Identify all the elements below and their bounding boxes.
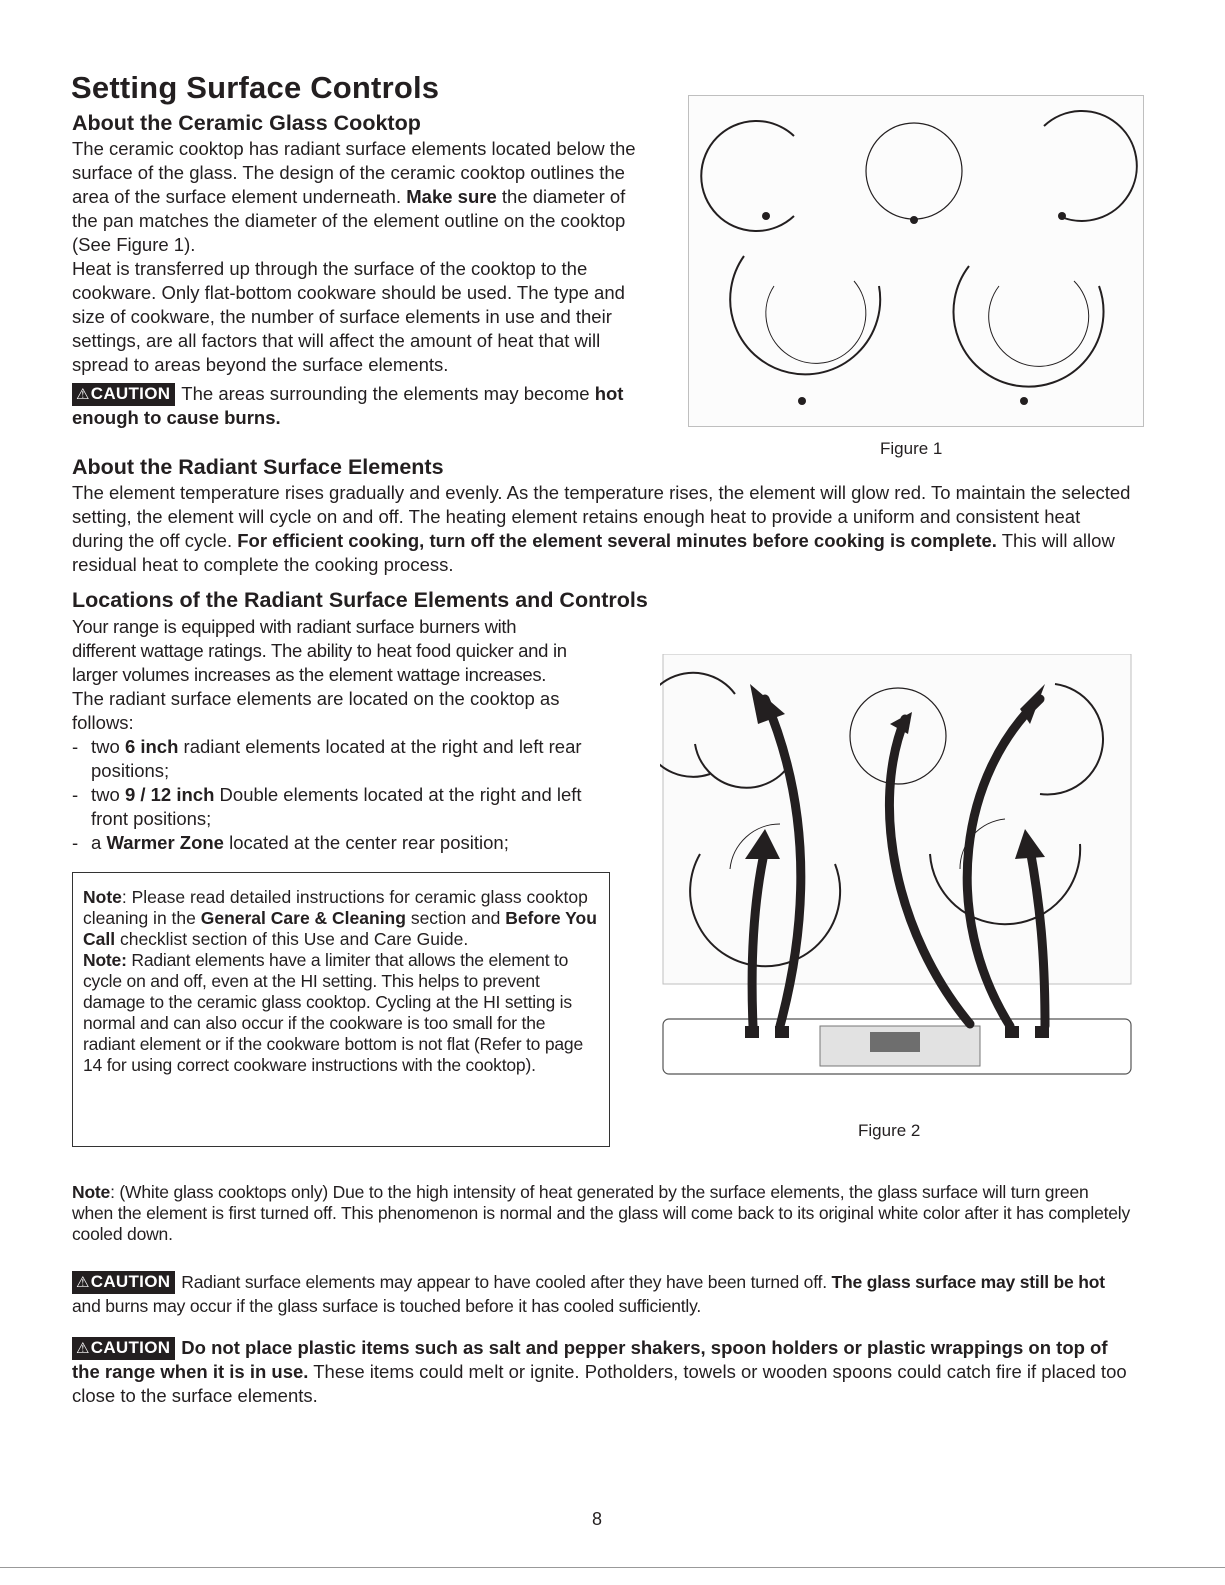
element-indicator-dot: [1058, 212, 1066, 220]
note-label: Note: [72, 1182, 111, 1202]
page-number: 8: [592, 1509, 603, 1529]
caution-label: CAUTION: [90, 1272, 171, 1291]
page-bottom-rule: [0, 1567, 1225, 1568]
caution-badge: [72, 1337, 175, 1360]
element-indicator-dot: [1020, 397, 1028, 405]
right-front-element-inner: [989, 281, 1089, 366]
warning-triangle-icon: ⚠: [76, 386, 90, 403]
note-label: Note: [83, 887, 122, 907]
list-item: [72, 831, 592, 855]
left-front-element-outer: [730, 256, 880, 374]
text-run: Radiant elements have a limiter that allows the element to cycle on and off, even at the HI setting. This helps to prevent damage to the ceramic glass cooktop. Cycling at the HI setting is normal and can also occur if the cookware is too small for the radiant element or if the cookware bottom is not flat (Refer to page 14 for using correct cookware instructions with the cooktop).: [83, 950, 584, 1075]
text-run: radiant elements located at the right and left rear positions;: [91, 736, 582, 781]
text-run: The element temperature rises gradually and evenly. As the temperature rises, the element will glow red. To maintain the selected setting, the element will cycle on and off. The heating element retains enough heat to provide a uniform and consistent heat during the off cycle.: [72, 482, 1131, 551]
emphasis-text: 9 / 12 inch: [124, 784, 215, 805]
ceramic-cooktop-paragraph-2: Heat is transferred up through the surface of the cooktop to the cookware. Only flat-bottom cookware should be used. The type and size of cookware, the number of surface elements in use and their settings, are all factors that will affect the amount of heat that will spread to areas beyond the surface elements.: [72, 258, 625, 375]
note-label: Note:: [83, 950, 127, 970]
right-front-element-outer: [954, 266, 1104, 387]
caution-badge: [72, 1271, 175, 1294]
emphasis-text: 6 inch: [124, 736, 179, 757]
caution-notice-2: [72, 1270, 1137, 1318]
list-item: [72, 735, 592, 783]
text-run: the diameter of the pan matches the diameter of the element outline on the cooktop (See Figure 1).: [72, 186, 626, 255]
emphasis-text: General Care & Cleaning: [200, 908, 406, 928]
section-heading-locations: Locations of the Radiant Surface Elements and Controls: [72, 588, 648, 612]
emphasis-text: For efficient cooking, turn off the element several minutes before cooking is complete.: [237, 530, 997, 551]
text-run: These items could melt or ignite. Potholders, towels or wooden spoons could catch fire if placed too close to the surface elements.: [72, 1361, 1127, 1406]
emphasis-text: Warmer Zone: [106, 832, 224, 853]
text-run: Double elements located at the right and left front positions;: [91, 784, 582, 829]
text-run: : Please read detailed instructions for ceramic glass cooktop cleaning in the: [83, 887, 588, 928]
list-item: [72, 783, 592, 831]
figure-2-caption: Figure 2: [858, 1121, 921, 1140]
text-run: section and: [405, 908, 506, 928]
list-dash: -: [72, 784, 79, 805]
caution-label: CAUTION: [90, 1338, 171, 1357]
list-dash: -: [72, 736, 79, 757]
warmer-zone-outline: [866, 123, 962, 219]
caution-label: CAUTION: [90, 384, 171, 403]
locations-paragraph-2: The radiant surface elements are located on the cooktop as follows:: [72, 688, 560, 733]
text-run: checklist section of this Use and Care Guide.: [115, 929, 469, 949]
text-run: two: [91, 784, 125, 805]
list-dash: -: [72, 832, 79, 853]
element-locations-list: [72, 735, 592, 855]
text-run: Radiant surface elements may appear to have cooled after they have been turned off.: [181, 1272, 832, 1292]
caution-badge: [72, 383, 175, 406]
figure-1-caption: Figure 1: [880, 439, 943, 458]
left-rear-element-outline: [701, 121, 794, 231]
caution-notice-3: [72, 1336, 1137, 1408]
text-run: a: [91, 832, 107, 853]
section-heading-ceramic-cooktop: About the Ceramic Glass Cooktop: [72, 111, 421, 135]
figure-2-controls-diagram: [660, 654, 1135, 1099]
section-heading-radiant-elements: About the Radiant Surface Elements: [72, 455, 444, 479]
text-run: two: [91, 736, 125, 757]
warning-triangle-icon: ⚠: [76, 1274, 90, 1291]
text-run: and burns may occur if the glass surface is touched before it has cooled sufficiently.: [72, 1296, 702, 1316]
warning-triangle-icon: ⚠: [76, 1340, 90, 1357]
emphasis-text: Make sure: [406, 186, 497, 207]
caution-bold-text: hot enough to cause burns.: [72, 383, 624, 428]
text-run: The ceramic cooktop has radiant surface elements located below the surface of the glass. The design of the ceramic cooktop outlines the area of the surface element underneath.: [72, 138, 636, 207]
radiant-elements-paragraph: [72, 481, 1132, 577]
page-title: Setting Surface Controls: [71, 70, 440, 105]
text-run: : (White glass cooktops only) Due to the high intensity of heat generated by the surface elements, the glass surface will turn green when the element is first turned off. This phenomenon is normal and the glass will come back to its original white color after it has completely cooled down.: [72, 1182, 1131, 1244]
cleaning-note-box: [72, 872, 610, 1147]
right-rear-element-outline: [1044, 111, 1137, 221]
element-indicator-dot: [762, 212, 770, 220]
note-limiter: [83, 950, 599, 1076]
left-front-element-inner: [766, 281, 866, 363]
cooktop-controls-illustration: [660, 654, 1135, 1099]
cooktop-outline-illustration: [689, 96, 1143, 426]
figure-1-cooktop-diagram: [688, 95, 1144, 427]
text-run: located at the center rear position;: [223, 832, 509, 853]
element-indicator-dot: [910, 216, 918, 224]
text-run: This will allow residual heat to complete the cooking process.: [72, 530, 1115, 575]
white-glass-note: [72, 1182, 1132, 1245]
emphasis-text: The glass surface may still be hot: [831, 1272, 1105, 1292]
ceramic-cooktop-paragraph-1: [72, 137, 647, 257]
caution-notice-1: [72, 382, 652, 430]
emphasis-text: Do not place plastic items such as salt and pepper shakers, spoon holders or plastic wrappings on top of the range when it is in use.: [72, 1337, 1108, 1382]
locations-paragraph-1: Your range is equipped with radiant surface burners with different wattage ratings. The ability to heat food quicker and in larger volumes increases as the element wattage increases.: [72, 616, 567, 685]
caution-text: The areas surrounding the elements may become: [181, 383, 595, 404]
element-indicator-dot: [798, 397, 806, 405]
emphasis-text: Before You Call: [83, 908, 597, 949]
note-cleaning: [83, 887, 599, 950]
